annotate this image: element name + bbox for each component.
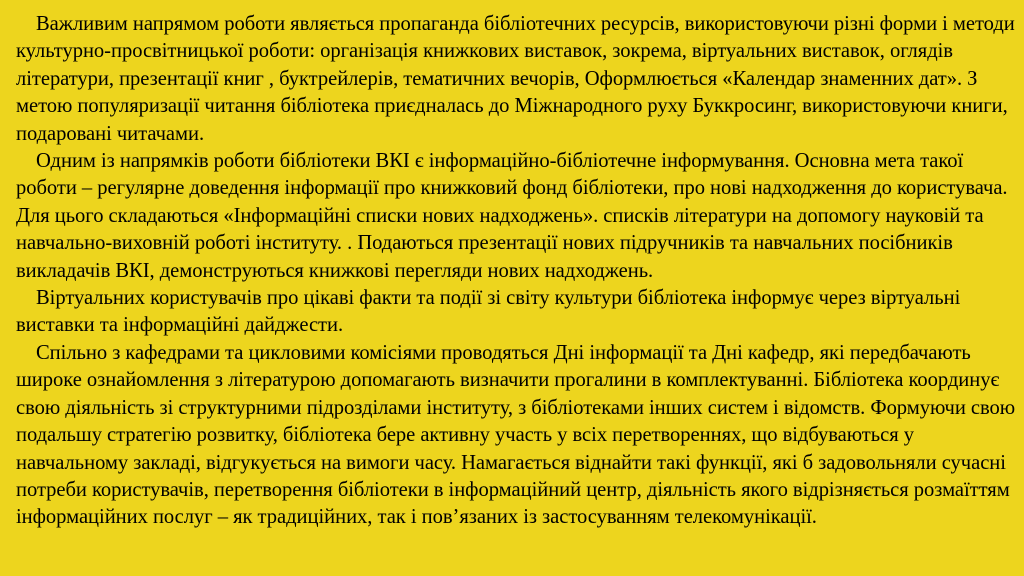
paragraph-virtual-users: Віртуальних користувачів про цікаві факти та події зі світу культури бібліотека інформує через віртуальні виставки та інформаційні дайджести. xyxy=(16,287,961,337)
paragraph-cooperation-strategy: Спільно з кафедрами та цикловими комісіями проводяться Дні інформації та Дні кафедр, які передбачають широке ознайомлення з літературою допомагають визначити прогалини в комплектуванні. Бібліотека координує свою діяльність зі структурними підрозділами інституту, з бібліотеками інших систем і відомств. Формуючи свою подальшу стратегію розвитку, бібліотека бере активну участь у всіх перетвореннях, що відбуваються у навчальному закладі, відгукується на вимоги часу. Намагається віднайти такі функції, які б задовольняли сучасні потреби користувачів, перетворення бібліотеки в інформаційний центр, діяльність якого відрізняється розмаїттям інформаційних послуг – як традиційних, так і пов’язаних із застосуванням телекомунікації. xyxy=(16,341,1016,529)
paragraph-library-promotion: Важливим напрямом роботи являється пропаганда бібліотечних ресурсів, використовуючи різні форми і методи культурно-просвітницької роботи: організація книжкових виставок, зокрема, віртуальних виставок, оглядів літератури, презентації книг , буктрейлерів, тематичних вечорів, Оформлюється «Календар знаменних дат». З метою популяризації читання бібліотека приєдналась до Міжнародного руху Буккросинг, використовуючи книги, подаровані читачами. xyxy=(16,13,1015,145)
paragraph-information-services: Одним із напрямків роботи бібліотеки ВКІ є інформаційно-бібліотечне інформування. Основна мета такої роботи – регулярне доведення інформації про книжковий фонд бібліотеки, про нові надходження до користувача. Для цього складаються «Інформаційні списки нових надходжень». списків літератури на допомогу науковій та навчально-виховній роботі інституту. . Подаються презентації нових підручників та навчальних посібників викладачів ВКІ, демонструються книжкові перегляди нових надходжень. xyxy=(16,150,1008,282)
